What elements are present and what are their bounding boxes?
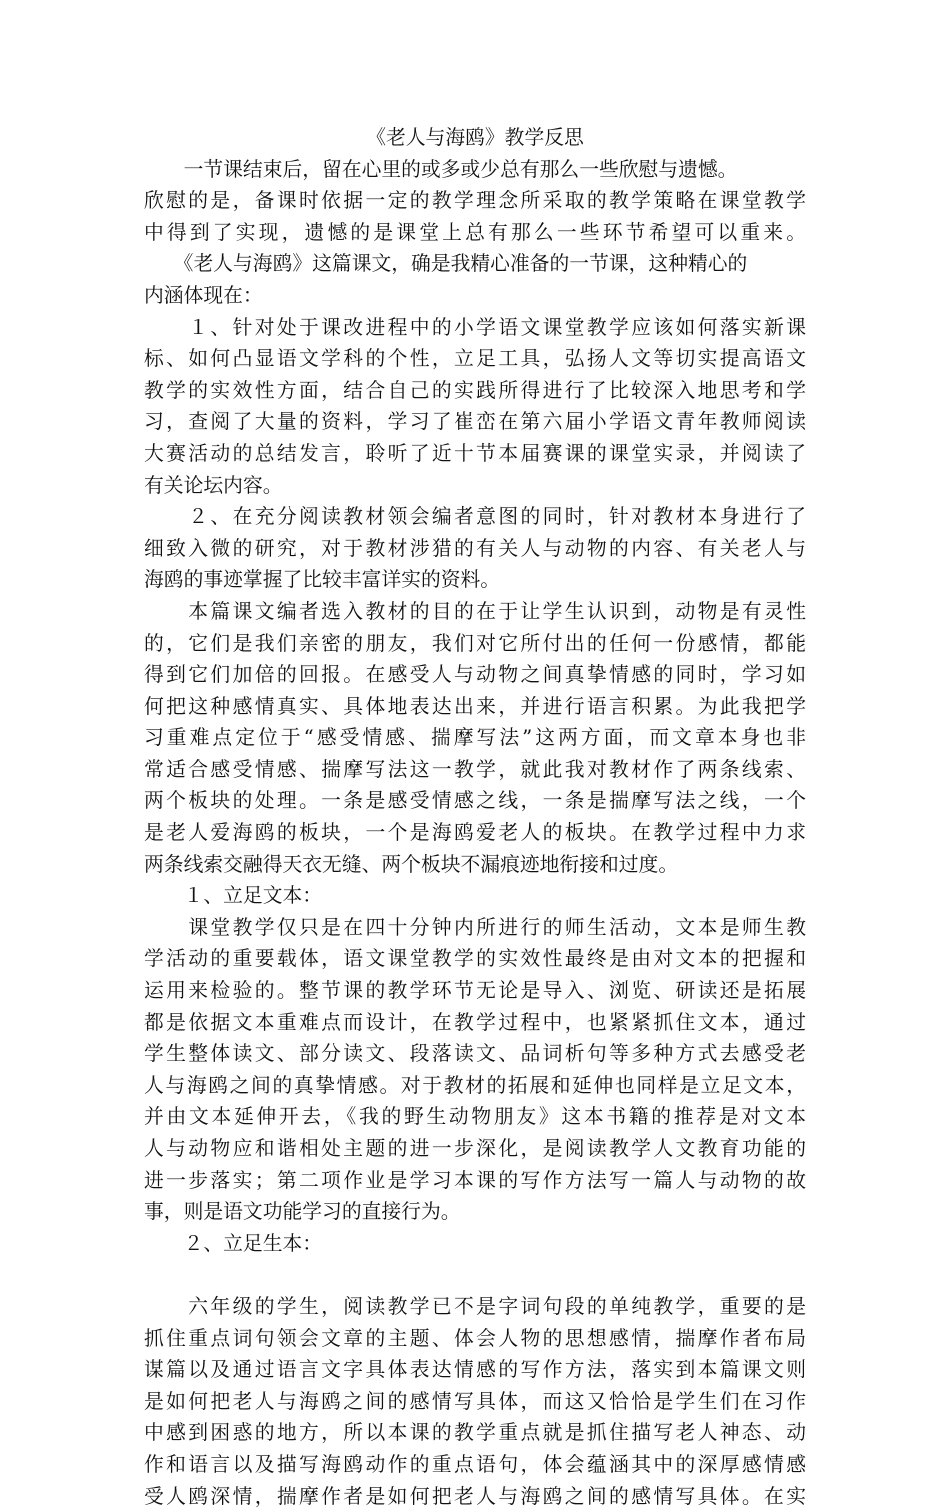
text-line: 中得到了实现，遗憾的是课堂上总有那么一些环节希望可以重来。 (144, 220, 806, 244)
text-line: 得到它们加倍的回报。在感受人与动物之间真挚情感的同时，学习如 (144, 663, 806, 687)
text-line: 常适合感受情感、揣摩写法这一教学，就此我对教材作了两条线索、 (144, 757, 806, 781)
document-title: 《老人与海鸥》教学反思 (366, 126, 584, 149)
text-line: 何把这种感情真实、具体地表达出来，并进行语言积累。为此我把学 (144, 694, 806, 718)
text-line: 是老人爱海鸥的板块，一个是海鸥爱老人的板块。在教学过程中力求 (144, 821, 806, 845)
text-line: 学生整体读文、部分读文、段落读文、品词析句等多种方式去感受老 (144, 1042, 806, 1066)
text-line: 欣慰的是，备课时依据一定的教学理念所采取的教学策略在课堂教学 (144, 189, 806, 213)
text-line: 一节课结束后，留在心里的或多或少总有那么一些欣慰与遗憾。 (144, 157, 738, 181)
text-line: 两条线索交融得天衣无缝、两个板块不漏痕迹地衔接和过度。 (144, 852, 679, 876)
text-line: ２、在充分阅读教材领会编者意图的同时，针对教材本身进行了 (144, 505, 806, 529)
text-line: 课堂教学仅只是在四十分钟内所进行的师生活动，文本是师生教 (144, 915, 806, 939)
document-page (144, 122, 806, 1512)
text-line: 六年级的学生，阅读教学已不是字词句段的单纯教学，重要的是 (144, 1294, 806, 1318)
text-line: １、立足文本： (144, 884, 323, 908)
text-line: 《老人与海鸥》这篇课文，确是我精心准备的一节课，这种精心的 (144, 252, 748, 276)
text-line: 抓住重点词句领会文章的主题、体会人物的思想感情，揣摩作者布局 (144, 1326, 806, 1350)
text-line: 作和语言以及描写海鸥动作的重点语句，体会蕴涵其中的深厚感情感 (144, 1452, 806, 1476)
text-line: 细致入微的研究，对于教材涉猎的有关人与动物的内容、有关老人与 (144, 536, 806, 560)
text-line: 学活动的重要载体，语文课堂教学的实效性最终是由对文本的把握和 (144, 947, 806, 971)
text-line: 都是依据文本重难点而设计，在教学过程中，也紧紧抓住文本，通过 (144, 1010, 806, 1034)
text-line: 标、如何凸显语文学科的个性，立足工具，弘扬人文等切实提高语文 (144, 347, 806, 371)
text-line: 人与动物应和谐相处主题的进一步深化，是阅读教学人文教育功能的 (144, 1137, 806, 1160)
text-line: 人与海鸥之间的真挚情感。对于教材的拓展和延伸也同样是立足文本， (144, 1073, 806, 1097)
text-line: 的，它们是我们亲密的朋友，我们对它所付出的任何一份感情，都能 (144, 631, 806, 655)
text-line: 习重难点定位于“感受情感、揣摩写法”这两方面，而文章本身也非 (144, 726, 806, 750)
text-line: 教学的实效性方面，结合自己的实践所得进行了比较深入地思考和学 (144, 378, 806, 402)
text-line: １、针对处于课改进程中的小学语文课堂教学应该如何落实新课 (144, 315, 806, 339)
text-line: 谋篇以及通过语言文字具体表达情感的写作方法，落实到本篇课文则 (144, 1358, 806, 1382)
text-line: 习，查阅了大量的资料，学习了崔峦在第六届小学语文青年教师阅读 (144, 410, 806, 434)
text-line: 大赛活动的总结发言，聆听了近十节本届赛课的课堂实录，并阅读了 (144, 441, 806, 465)
text-line: 有关论坛内容。 (144, 473, 283, 497)
text-line: 海鸥的事迹掌握了比较丰富详实的资料。 (144, 568, 501, 592)
document-body (144, 154, 806, 1512)
text-line: 受人鸥深情，揣摩作者是如何把老人与海鸥之间的感情写具体。在实 (144, 1484, 806, 1508)
text-line: 进一步落实；第二项作业是学习本课的写作方法写一篇人与动物的故 (144, 1168, 806, 1192)
text-line: 内涵体现在： (144, 283, 263, 307)
blank-line (144, 1259, 806, 1291)
text-line: 是如何把老人与海鸥之间的感情写具体，而这又恰恰是学生们在习作 (144, 1389, 806, 1413)
text-line: 运用来检验的。整节课的教学环节无论是导入、浏览、研读还是拓展 (144, 979, 806, 1003)
text-line: 事，则是语文功能学习的直接行为。 (144, 1200, 461, 1224)
text-line: 本篇课文编者选入教材的目的在于让学生认识到，动物是有灵性 (144, 599, 806, 623)
text-line: 中感到困惑的地方，所以本课的教学重点就是抓住描写老人神态、动 (144, 1421, 806, 1445)
text-line: ２、立足生本： (144, 1231, 323, 1255)
text-line: 并由文本延伸开去，《我的野生动物朋友》这本书籍的推荐是对文本 (144, 1105, 806, 1129)
text-line: 两个板块的处理。一条是感受情感之线，一条是揣摩写法之线，一个 (144, 789, 806, 813)
